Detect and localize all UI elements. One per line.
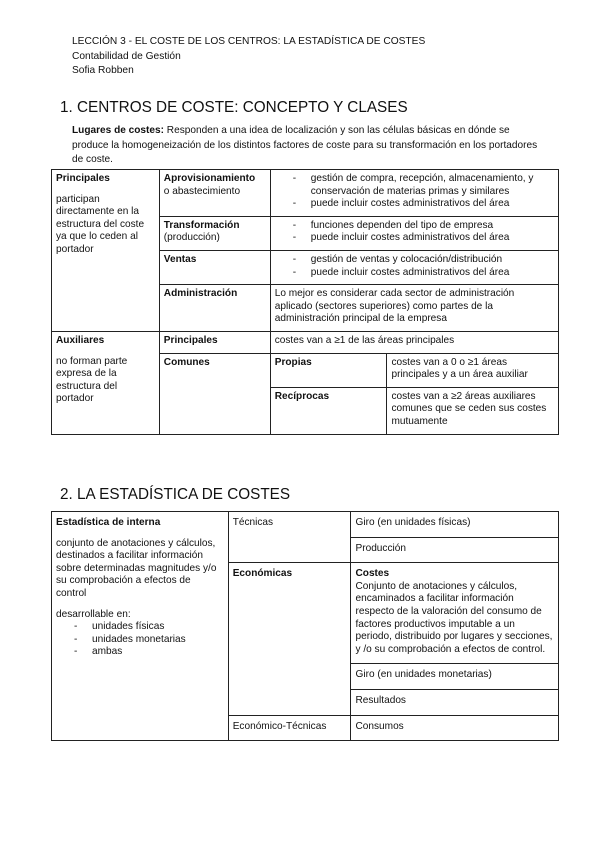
aux-principales-label: Principales: [163, 334, 218, 346]
propias-label: Propias: [274, 356, 312, 368]
section1-title: 1. CENTROS DE COSTE: CONCEPTO Y CLASES: [60, 99, 408, 116]
estadistica-label: Estadística de interna: [56, 517, 161, 528]
aux-principales-cell: [159, 331, 270, 353]
aux-principales-text: costes van a ≥1 de las áreas principales: [270, 331, 558, 353]
cost-statistics-table: [51, 511, 559, 741]
intro-text: Responden a una idea de localización y son las células básicas en dónde se produce la homogeneización de los distintos factores de coste para su transformación en los portadores de coste.: [72, 125, 538, 165]
economico-tecnicas-cell: Económico-Técnicas: [228, 715, 351, 741]
list-item: - ambas: [74, 646, 224, 659]
table-row: [52, 170, 559, 217]
economicas-label: Económicas: [232, 568, 293, 580]
admin-label: Administración: [163, 288, 238, 300]
reciprocas-text: costes van a ≥2 áreas auxiliares comunes que se ceden sus costes mutuamente: [387, 387, 559, 434]
aprov-items-cell: [270, 170, 558, 217]
list-item: - unidades monetarias: [74, 634, 224, 647]
costes-text: Conjunto de anotaciones y cálculos, encaminados a facilitar información respecto de la valoración del consumo de factores productivos imputable a un periodo, distribuido por lugares y secciones, y /o su comprobación a efectos de control.: [355, 580, 553, 655]
intro-term: Lugares de costes:: [72, 125, 164, 136]
aprov-label: Aprovisionamiento: [163, 173, 256, 184]
reciprocas-cell: [270, 387, 387, 434]
table-row: [52, 512, 559, 538]
transf-items-cell: [270, 216, 558, 250]
auxiliares-desc: no forman parte expresa de la estructura del portador: [56, 355, 128, 405]
admin-text-cell: Lo mejor es considerar cada sector de administración aplicado (sectores superiores) como partes de la administración principal de la empresa: [270, 285, 558, 332]
list-item: - puede incluir costes administrativos del área: [293, 267, 554, 280]
comunes-label: Comunes: [163, 356, 210, 368]
list-item: - puede incluir costes administrativos del área: [293, 232, 554, 245]
section1-intro: [72, 124, 542, 168]
comunes-cell: [159, 353, 270, 434]
list-item: - gestión de ventas y colocación/distribución: [293, 254, 554, 267]
list-item: - puede incluir costes administrativos del área: [293, 198, 554, 211]
table-row: [52, 331, 559, 353]
tecnicas-row: Producción: [351, 537, 559, 563]
ventas-label: Ventas: [163, 253, 197, 265]
list-item: - gestión de compra, recepción, almacenamiento, y conservación de materias primas y similares: [293, 173, 554, 198]
economicas-row: Giro (en unidades monetarias): [351, 664, 559, 690]
consumos-cell: Consumos: [351, 715, 559, 741]
ventas-cell: [159, 250, 270, 284]
header-lesson-title: LECCIÓN 3 - EL COSTE DE LOS CENTROS: LA ESTADÍSTICA DE COSTES: [72, 36, 426, 47]
costes-label: Costes: [355, 568, 390, 580]
propias-cell: [270, 353, 387, 387]
auxiliares-label: Auxiliares: [56, 334, 105, 346]
list-item: - funciones dependen del tipo de empresa: [293, 220, 554, 233]
estadistica-cell: [52, 512, 229, 741]
economicas-cell: [228, 563, 351, 715]
estadistica-desc: conjunto de anotaciones y cálculos, destinados a facilitar información sobre determinadas magnitudes y/o su comprobación a efectos de control: [56, 537, 217, 599]
admin-cell: [159, 285, 270, 332]
transf-sub: (producción): [163, 232, 220, 244]
transf-label: Transformación: [163, 219, 240, 231]
principales-cell: [52, 170, 160, 332]
economicas-row: Resultados: [351, 689, 559, 715]
section2-title: 2. LA ESTADÍSTICA DE COSTES: [60, 486, 291, 503]
header-author: Sofia Robben: [72, 65, 134, 76]
aprov-cell: [159, 170, 270, 217]
tecnicas-row: Giro (en unidades físicas): [351, 512, 559, 538]
propias-text: costes van a 0 o ≥1 áreas principales y a un área auxiliar: [387, 353, 559, 387]
ventas-items-cell: [270, 250, 558, 284]
aprov-sub: o abastecimiento: [163, 185, 241, 197]
reciprocas-label: Recíprocas: [274, 390, 330, 402]
principales-desc: participan directamente en la estructura del coste ya que lo ceden al portador: [56, 193, 145, 255]
principales-label: Principales: [56, 173, 110, 184]
tecnicas-cell: Técnicas: [228, 512, 351, 563]
document-header: [72, 35, 425, 79]
list-item: - unidades físicas: [74, 621, 224, 634]
transf-cell: [159, 216, 270, 250]
desarrollable-label: desarrollable en:: [56, 608, 131, 620]
costes-cell: [351, 563, 559, 664]
auxiliares-cell: [52, 331, 160, 434]
header-subject: Contabilidad de Gestión: [72, 50, 181, 62]
cost-centers-table: [51, 169, 559, 435]
